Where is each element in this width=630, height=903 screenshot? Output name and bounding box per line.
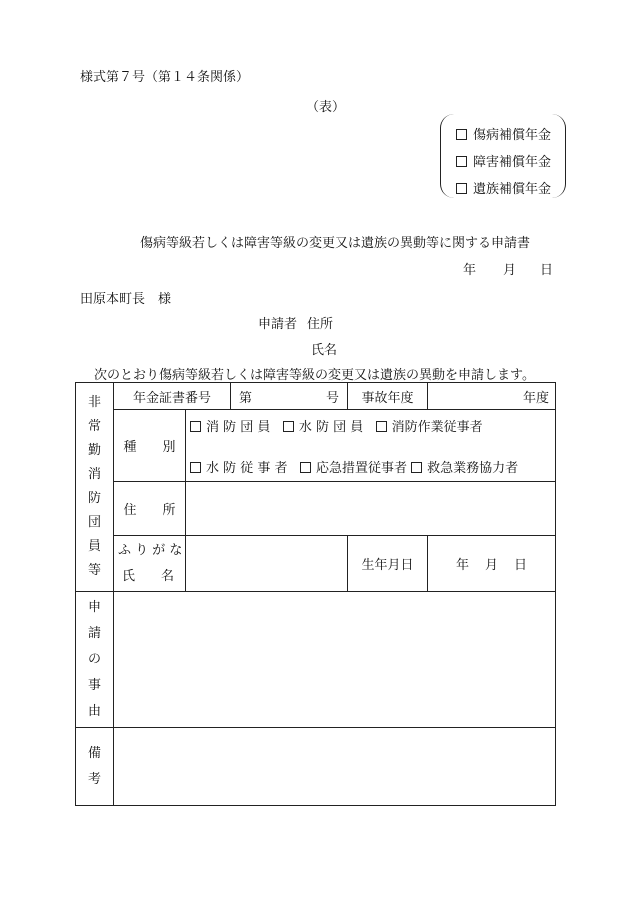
kind-option-emergency-worker[interactable]: 応急措置従事者 (300, 461, 407, 476)
kind-option-fire-worker[interactable]: 消防作業従事者 (376, 420, 483, 435)
kind-options (186, 410, 556, 482)
group-label: 非 常 勤 消 防 団 員 等 (87, 395, 101, 578)
reason-field[interactable] (114, 592, 556, 728)
kind-option-flood-worker[interactable]: 水 防 従 事 者 (190, 461, 288, 476)
birth-label: 生年月日 (348, 536, 428, 592)
form-number: 様式第７号（第１４条関係） (80, 70, 250, 85)
checkbox-icon[interactable] (411, 462, 422, 473)
address-label: 住 所 (114, 482, 186, 536)
kind-label: 種 別 (114, 410, 186, 482)
pension-option-disability[interactable]: 障害補償年金 (456, 151, 551, 170)
remarks-field[interactable] (114, 728, 556, 806)
accident-year-field[interactable]: 年度 (428, 383, 556, 410)
reason-label-cell (76, 592, 114, 728)
checkbox-icon[interactable] (190, 421, 201, 432)
group-label-cell (76, 383, 114, 592)
date-day[interactable]: 日 (540, 263, 554, 278)
checkbox-icon[interactable] (376, 421, 387, 432)
pension-option-injury[interactable]: 傷病補償年金 (456, 124, 551, 143)
furigana-label: ふ り が な (118, 542, 183, 558)
address-field[interactable] (186, 482, 556, 536)
kind-option-ambulance-helper[interactable]: 救急業務協力者 (411, 461, 518, 476)
remarks-label-cell (76, 728, 114, 806)
pension-option-survivor[interactable]: 遺族補償年金 (456, 178, 551, 197)
applicant-address-label: 住所 (307, 317, 334, 332)
checkbox-icon[interactable] (456, 156, 467, 167)
front-side-label: （表） (306, 100, 346, 115)
pension-number-field[interactable]: 第 号 (231, 383, 348, 410)
checkbox-icon[interactable] (283, 421, 294, 432)
checkbox-icon[interactable] (456, 183, 467, 194)
document-title: 傷病等級若しくは障害等級の変更又は遺族の異動等に関する申請書 (139, 236, 530, 251)
addressee: 田原本町長 様 (80, 292, 172, 307)
reason-label: 申 請 の 事 由 (87, 599, 101, 719)
date-year[interactable]: 年 (463, 263, 477, 278)
kind-option-fire-corps[interactable]: 消 防 団 員 (190, 420, 270, 435)
birth-date-field[interactable]: 年 月 日 (428, 536, 556, 592)
name-field[interactable] (186, 536, 348, 592)
checkbox-icon[interactable] (190, 462, 201, 473)
accident-year-label: 事故年度 (348, 383, 428, 410)
checkbox-icon[interactable] (300, 462, 311, 473)
kind-option-flood-corps[interactable]: 水 防 団 員 (283, 420, 363, 435)
checkbox-icon[interactable] (456, 129, 467, 140)
remarks-label: 備 考 (87, 745, 101, 787)
applicant-name-label: 氏名 (311, 343, 338, 358)
applicant-label: 申請者 (258, 317, 298, 332)
pension-number-label: 年金証書番号 (114, 383, 231, 410)
name-label: 氏 名 (122, 568, 175, 584)
intro-text: 次のとおり傷病等級若しくは障害等級の変更又は遺族の異動を申請します。 (94, 368, 535, 383)
name-label-cell (114, 536, 186, 592)
date-month[interactable]: 月 (503, 263, 517, 278)
application-table (75, 382, 556, 806)
